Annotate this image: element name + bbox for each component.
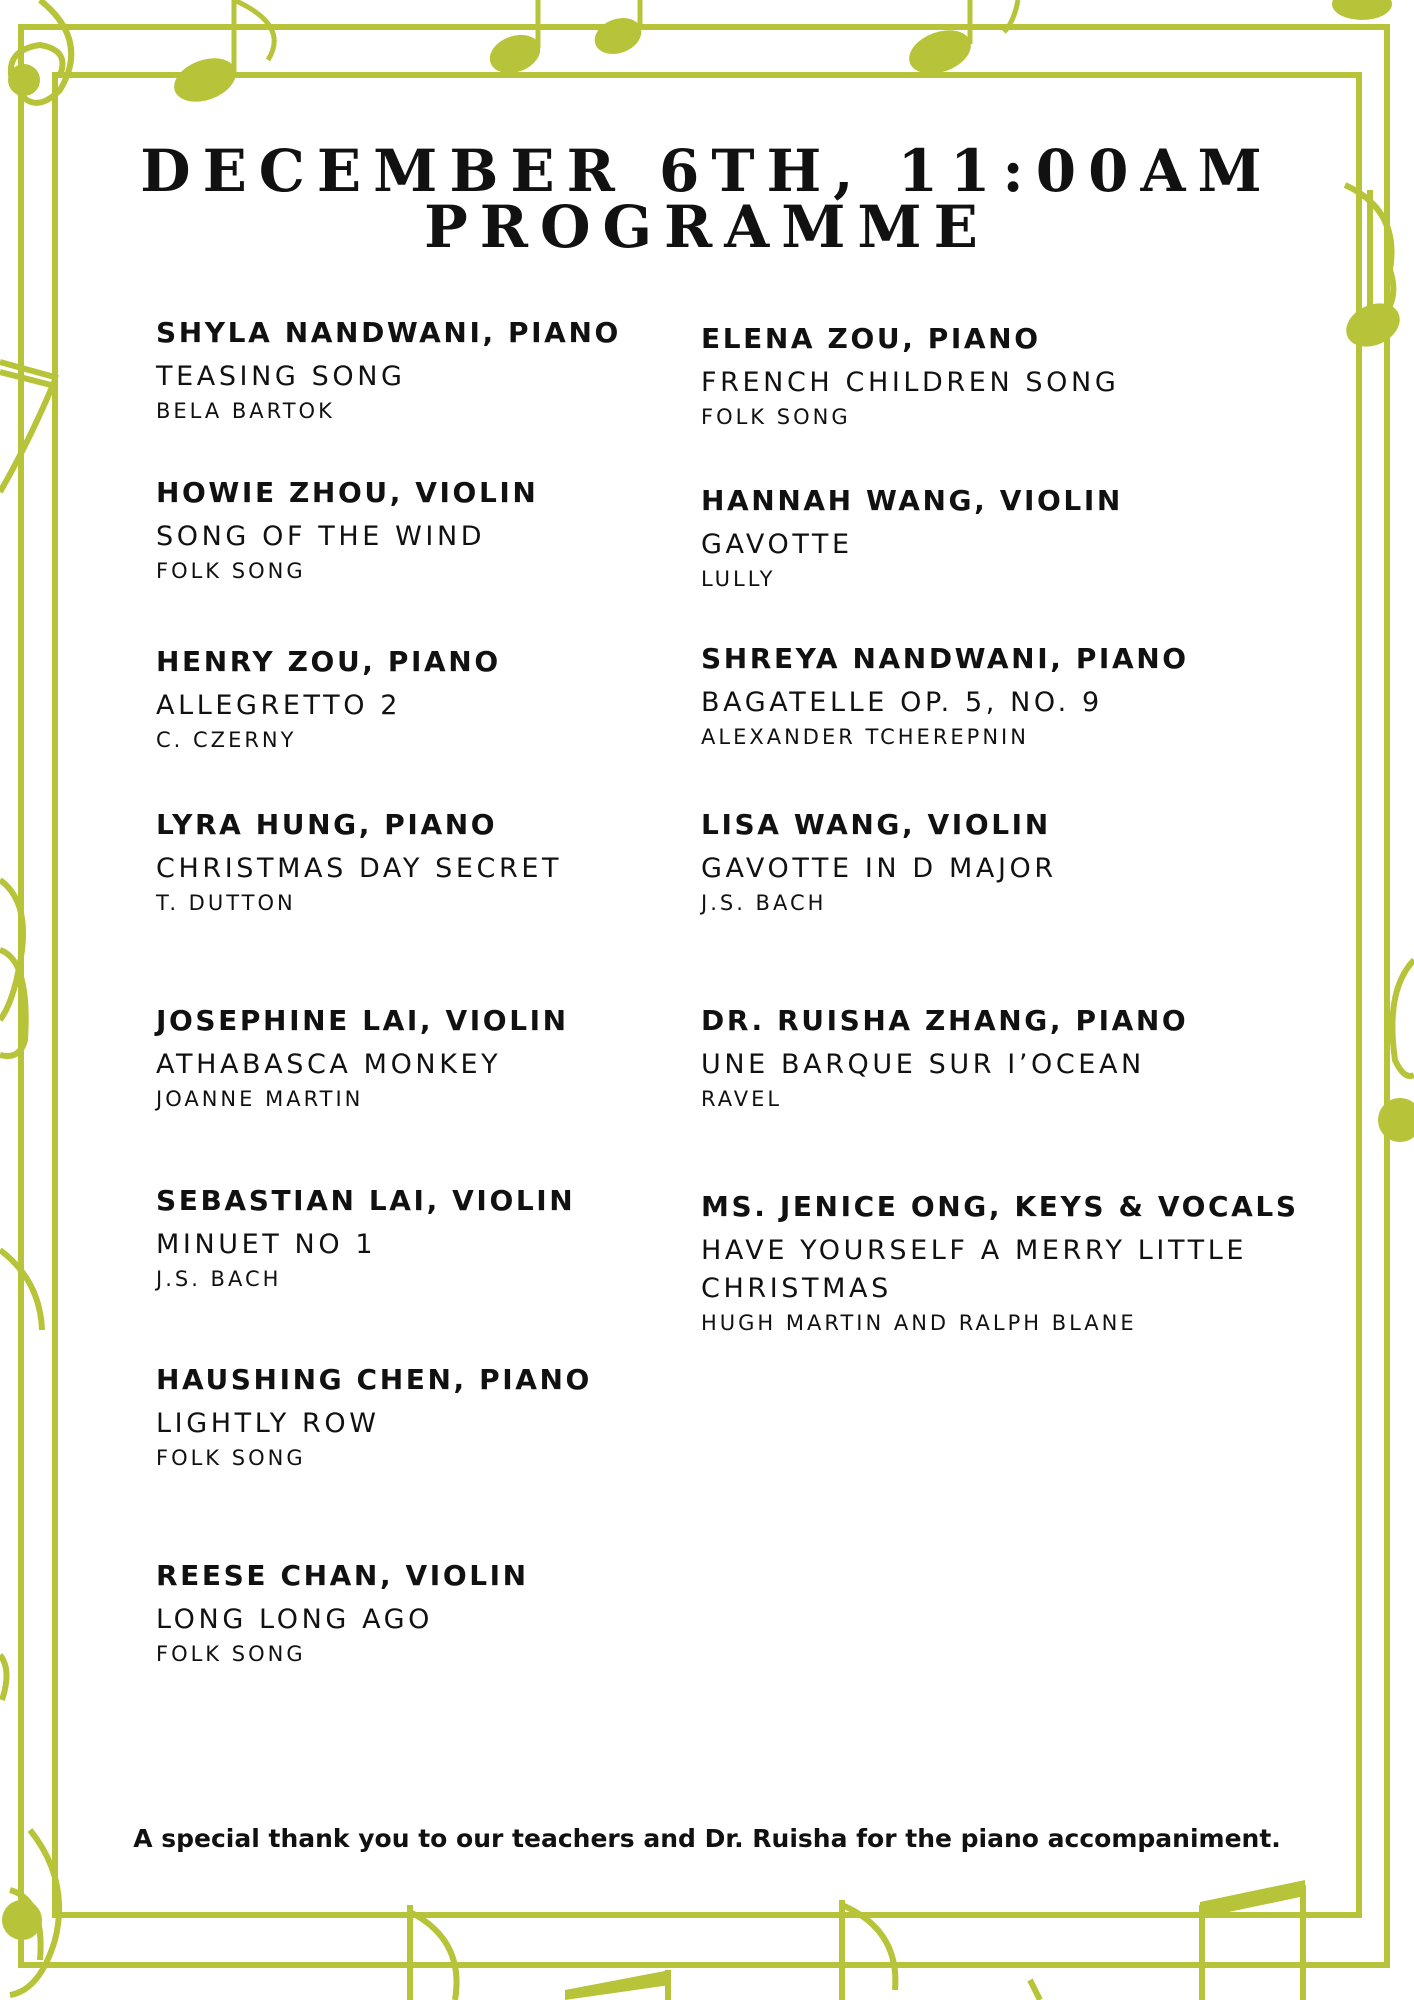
composer-name: BELA BARTOK [156, 399, 335, 423]
program-item [701, 1190, 1299, 1336]
performer-name: HAUSHING CHEN, PIANO [156, 1363, 592, 1396]
program-item [701, 808, 1261, 916]
program-item [156, 476, 716, 584]
page-title-date: DECEMBER 6TH, 11:00AM [140, 137, 1274, 205]
piece-title: CHRISTMAS DAY SECRET [156, 853, 563, 884]
composer-name: FOLK SONG [156, 559, 306, 583]
performer-name: LISA WANG, VIOLIN [701, 808, 1051, 841]
composer-name: FOLK SONG [701, 405, 851, 429]
page-title-programme: PROGRAMME [424, 193, 990, 261]
program-item [701, 322, 1261, 430]
music-note-icon [565, 1970, 670, 2000]
program-item [156, 808, 716, 916]
piece-title: BAGATELLE OP. 5, NO. 9 [701, 687, 1103, 718]
composer-name: JOANNE MARTIN [156, 1087, 364, 1111]
performer-name: MS. JENICE ONG, KEYS & VOCALS [701, 1190, 1299, 1223]
composer-name: FOLK SONG [156, 1642, 306, 1666]
program-item [701, 642, 1261, 750]
performer-name: REESE CHAN, VIOLIN [156, 1559, 529, 1592]
performer-name: JOSEPHINE LAI, VIOLIN [156, 1004, 569, 1037]
piece-title: GAVOTTE IN D MAJOR [701, 853, 1057, 884]
composer-name: J.S. BACH [156, 1267, 282, 1291]
performer-name: HANNAH WANG, VIOLIN [701, 484, 1123, 517]
composer-name: ALEXANDER TCHEREPNIN [701, 725, 1029, 749]
piece-title: HAVE YOURSELF A MERRY LITTLE CHRISTMAS [701, 1235, 1247, 1304]
composer-name: RAVEL [701, 1087, 783, 1111]
performer-name: HOWIE ZHOU, VIOLIN [156, 476, 539, 509]
program-item [701, 484, 1261, 592]
program-item [156, 1184, 716, 1292]
program-item [156, 1004, 716, 1112]
program-item [156, 1559, 716, 1667]
piece-title: LONG LONG AGO [156, 1604, 434, 1635]
music-note-icon [1030, 1980, 1040, 2000]
piece-title: TEASING SONG [156, 361, 406, 392]
program-item [701, 1004, 1261, 1112]
piece-title: MINUET NO 1 [156, 1229, 377, 1260]
program-item [156, 645, 716, 753]
program-item [156, 316, 716, 424]
composer-name: LULLY [701, 567, 776, 591]
composer-name: J.S. BACH [701, 891, 827, 915]
performer-name: ELENA ZOU, PIANO [701, 322, 1041, 355]
program-item [156, 1363, 716, 1471]
piece-title: ALLEGRETTO 2 [156, 690, 402, 721]
performer-name: LYRA HUNG, PIANO [156, 808, 498, 841]
music-note-icon [1332, 0, 1392, 20]
performer-name: SEBASTIAN LAI, VIOLIN [156, 1184, 576, 1217]
piece-title: SONG OF THE WIND [156, 521, 486, 552]
piece-title: GAVOTTE [701, 529, 853, 560]
performer-name: DR. RUISHA ZHANG, PIANO [701, 1004, 1189, 1037]
music-note-icon [0, 1655, 7, 1700]
piece-title: ATHABASCA MONKEY [156, 1049, 502, 1080]
composer-name: C. CZERNY [156, 728, 297, 752]
composer-name: T. DUTTON [156, 891, 296, 915]
performer-name: SHYLA NANDWANI, PIANO [156, 316, 621, 349]
piece-title: FRENCH CHILDREN SONG [701, 367, 1120, 398]
performer-name: SHREYA NANDWANI, PIANO [701, 642, 1189, 675]
performer-name: HENRY ZOU, PIANO [156, 645, 501, 678]
piece-title: LIGHTLY ROW [156, 1408, 380, 1439]
thank-you-note: A special thank you to our teachers and Dr. Ruisha for the piano accompaniment. [133, 1824, 1281, 1853]
composer-name: FOLK SONG [156, 1446, 306, 1470]
composer-name: HUGH MARTIN AND RALPH BLANE [701, 1311, 1137, 1335]
piece-title: UNE BARQUE SUR I’OCEAN [701, 1049, 1145, 1080]
